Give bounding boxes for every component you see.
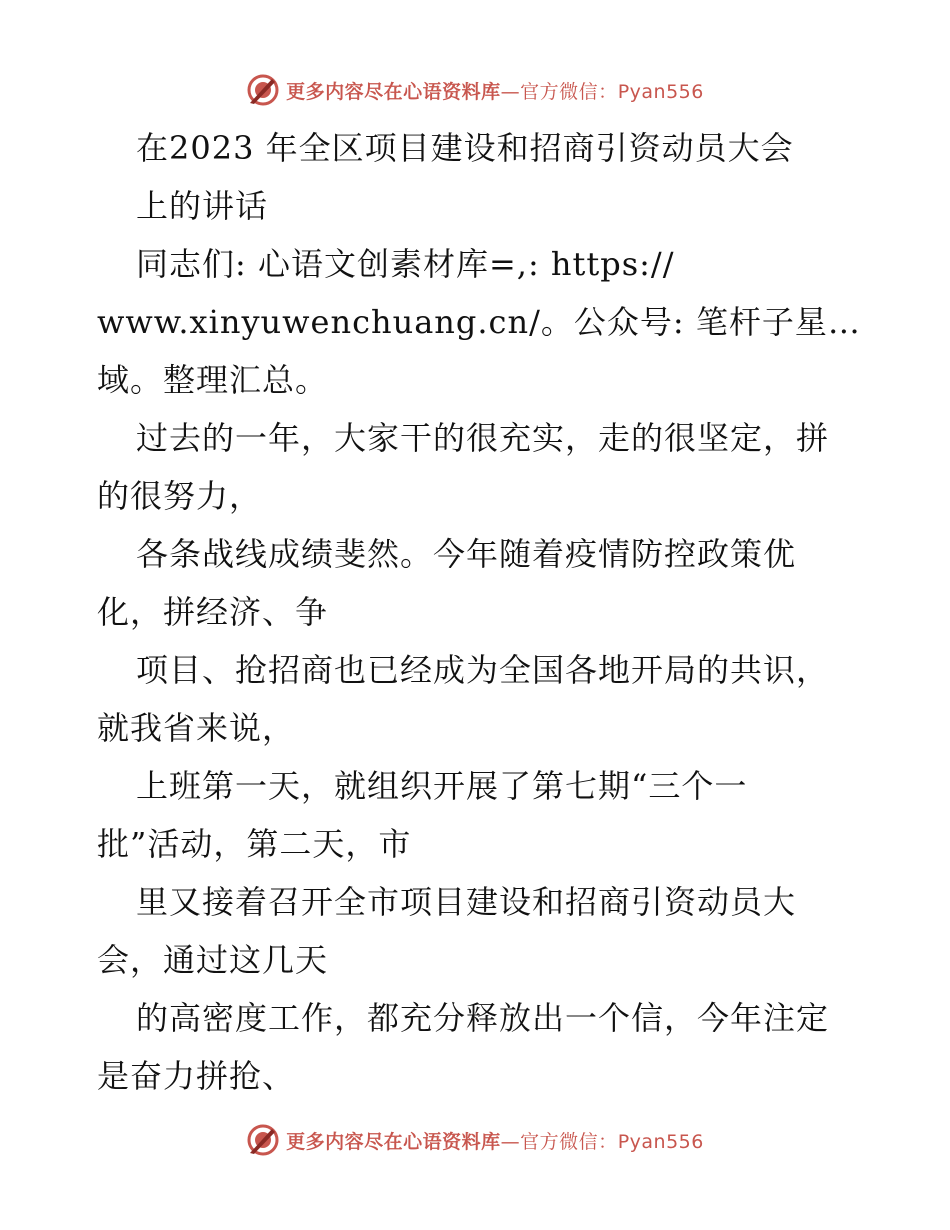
paragraph-line: www.xinyuwenchuang.cn/。公众号: 笔杆子星… — [97, 303, 861, 341]
paragraph-line: 的高密度工作，都充分释放出一个信，今年注定 — [136, 999, 830, 1037]
header-banner — [0, 70, 950, 110]
paragraph-line: 的很努力， — [97, 477, 263, 515]
banner-text — [286, 77, 704, 104]
banner-dash: — — [500, 80, 521, 103]
paragraph-line: 各条战线成绩斐然。今年随着疫情防控政策优 — [136, 535, 797, 573]
paragraph-line: 化，拼经济、争 — [97, 593, 329, 631]
paragraph-line: 域。整理汇总。 — [97, 361, 329, 399]
document-title-line-1: 在2023 年全区项目建设和招商引资动员大会 — [136, 129, 794, 167]
paragraph-line: 项目、抢招商也已经成为全国各地开局的共识， — [136, 651, 830, 689]
paragraph-line: 过去的一年，大家干的很充实，走的很坚定，拼 — [136, 419, 830, 457]
quill-logo-icon — [246, 1123, 280, 1157]
banner-wechat-id: Pyan556 — [617, 80, 704, 103]
banner-wechat-label: 官方微信： — [520, 1130, 618, 1153]
banner-main-text: 更多内容尽在心语资料库 — [286, 1130, 501, 1153]
document-title-line-2: 上的讲话 — [136, 187, 269, 225]
footer-banner — [0, 1120, 950, 1160]
paragraph-line: 同志们: 心语文创素材库=,: https:// — [136, 245, 675, 283]
banner-main-text: 更多内容尽在心语资料库 — [286, 80, 501, 103]
paragraph-line: 批”活动，第二天，市 — [97, 825, 412, 863]
banner-wechat-id: Pyan556 — [617, 1130, 704, 1153]
paragraph-line: 里又接着召开全市项目建设和招商引资动员大 — [136, 883, 797, 921]
quill-logo-icon — [246, 73, 280, 107]
paragraph-line: 就我省来说， — [97, 709, 296, 747]
banner-wechat-label: 官方微信： — [520, 80, 618, 103]
banner-text — [286, 1127, 704, 1154]
banner-dash: — — [500, 1130, 521, 1153]
paragraph-line: 会，通过这几天 — [97, 941, 329, 979]
paragraph-line: 是奋力拼抢、 — [97, 1057, 296, 1095]
paragraph-line: 上班第一天，就组织开展了第七期“三个一 — [136, 767, 748, 805]
